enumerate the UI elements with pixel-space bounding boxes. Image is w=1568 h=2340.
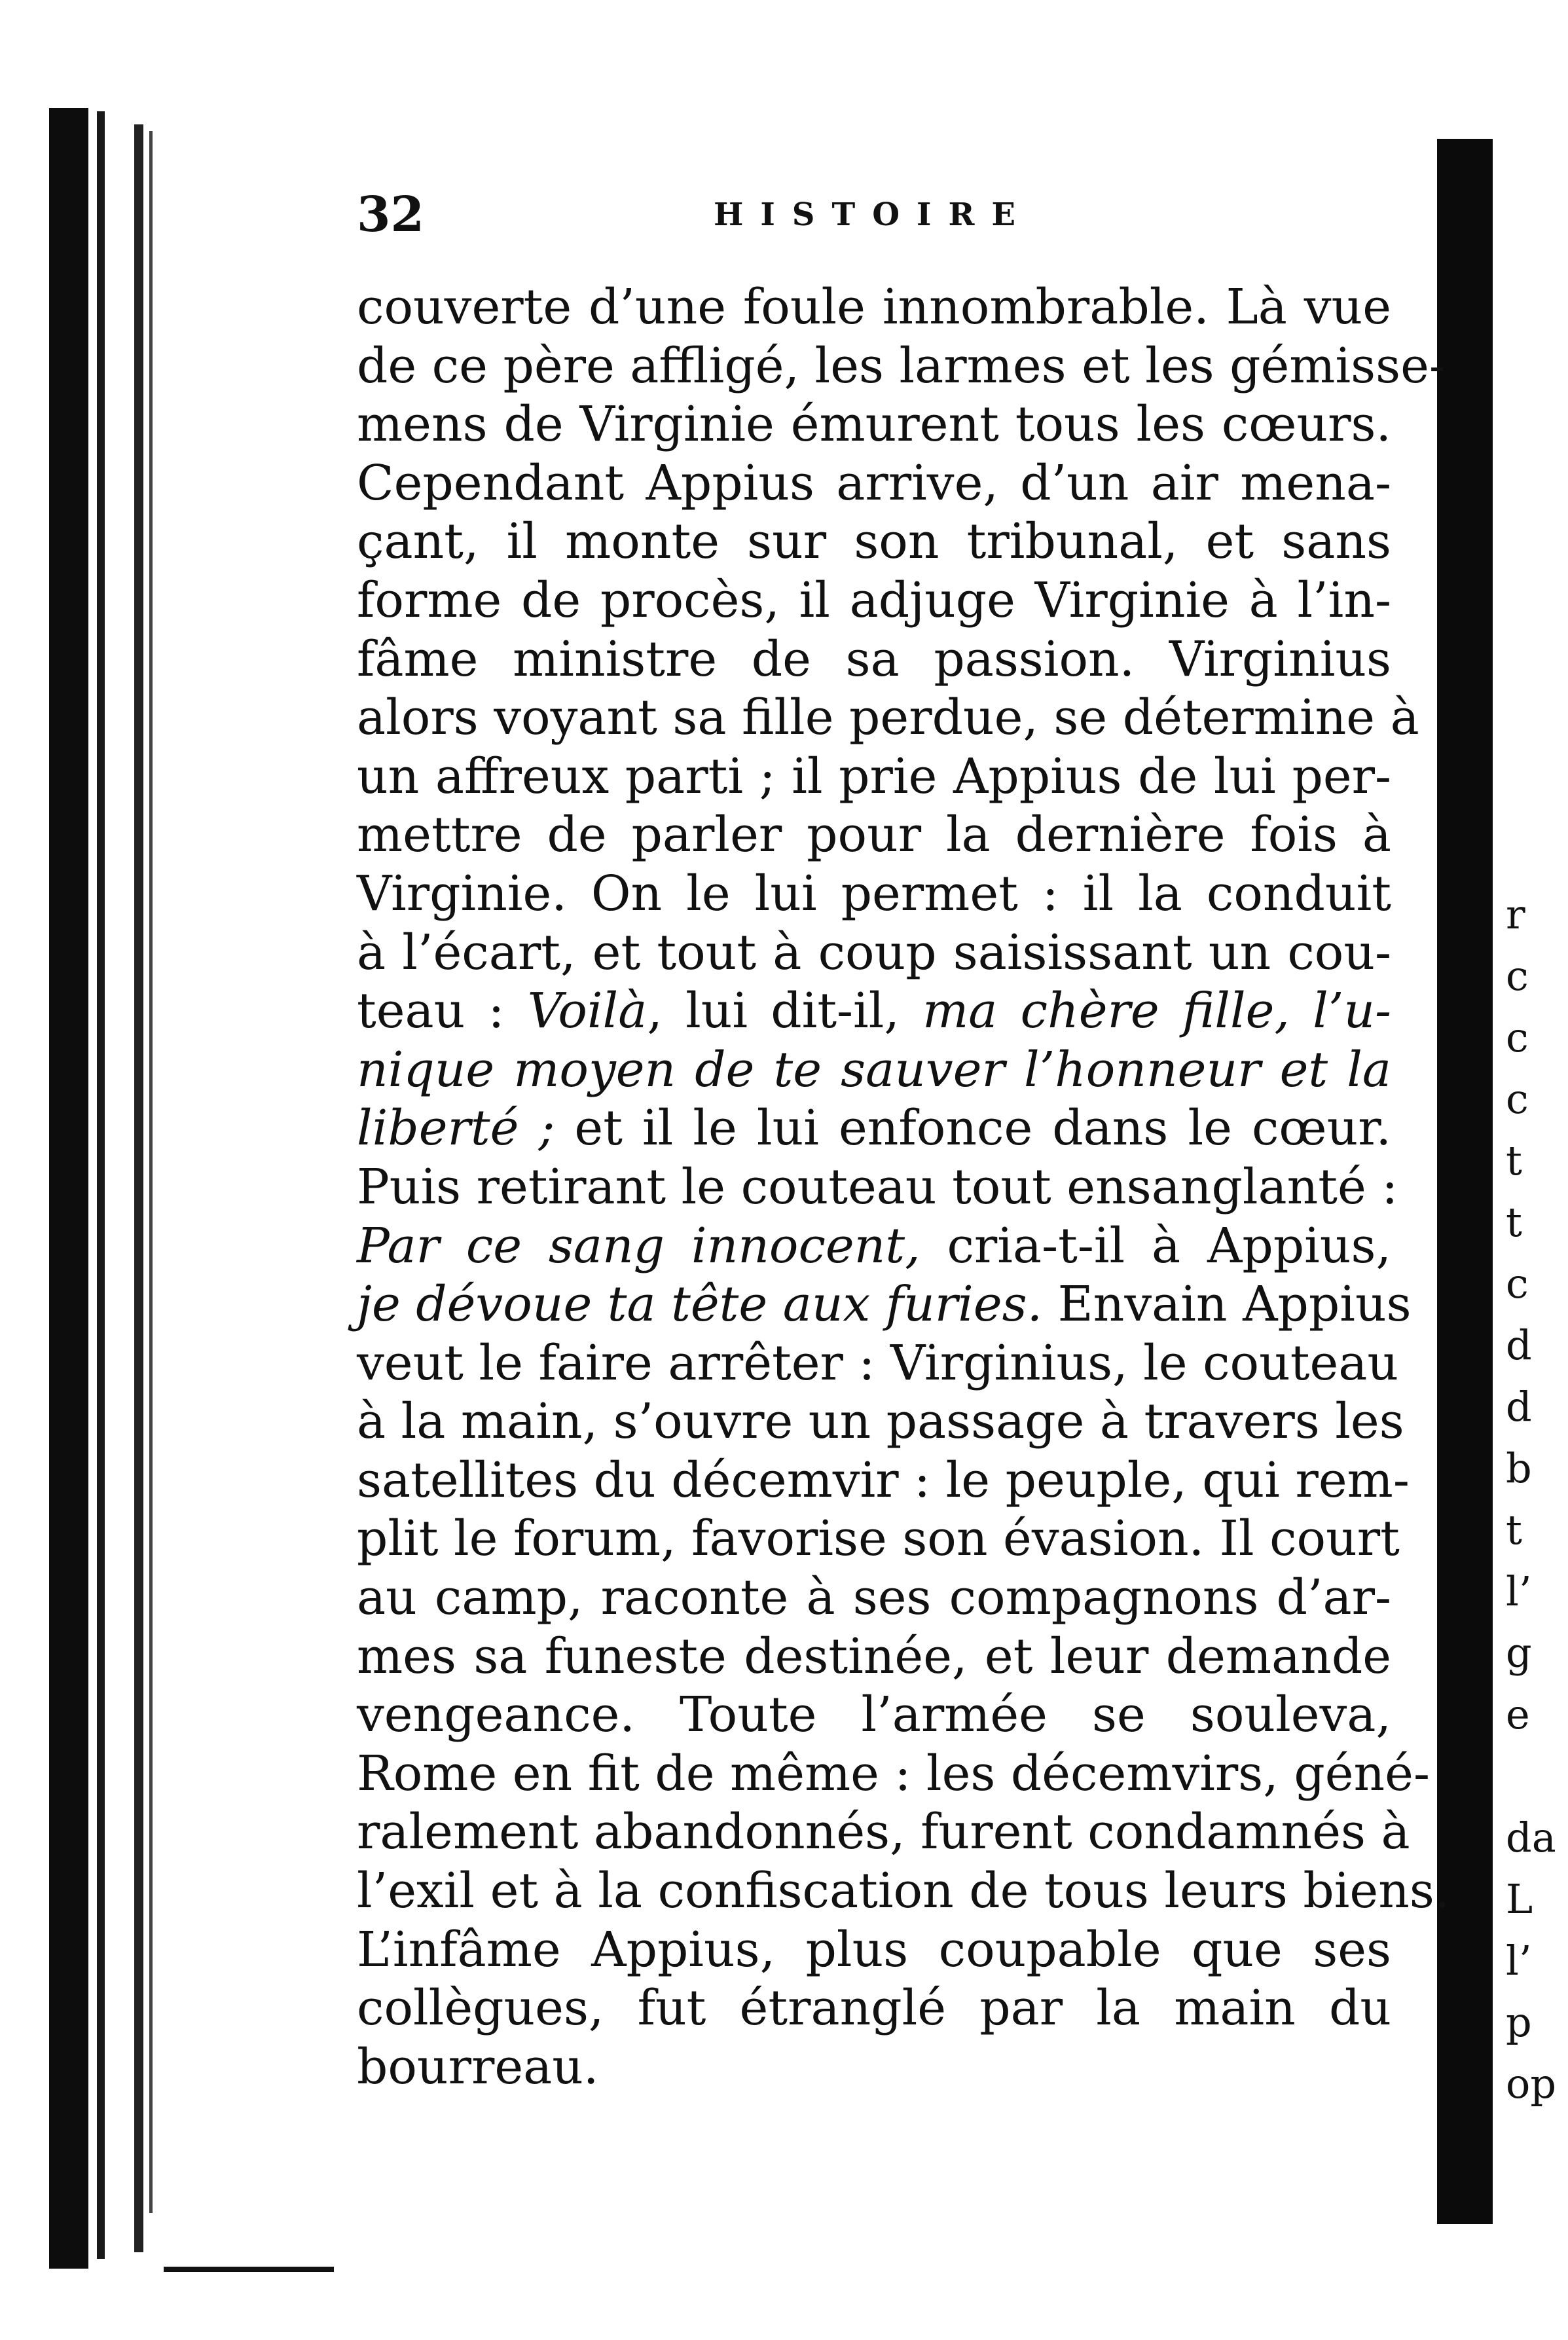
- fragment-letter: [1506, 1746, 1568, 1807]
- italic-text: je dévoue ta tête aux furies.: [357, 1276, 1043, 1333]
- italic-text: nique moyen de te sauver l’honneur et la: [357, 1041, 1391, 1098]
- fragment-letter: c: [1506, 1075, 1529, 1123]
- text-line: [357, 454, 1391, 513]
- fragment-letter: da: [1506, 1814, 1556, 1861]
- text-line: [357, 631, 1391, 689]
- text-run: satellites du décemvir : le peuple, qui rem-: [357, 1452, 1410, 1508]
- text-line: [357, 1803, 1410, 1862]
- fragment-letter: t: [1506, 1506, 1522, 1554]
- text-line: [357, 924, 1391, 983]
- fragment-letter: d: [1506, 1321, 1532, 1369]
- italic-text: ma chère fille, l’u-: [922, 983, 1391, 1040]
- fragment-letter: c: [1506, 952, 1529, 1000]
- text-line: [357, 2038, 1391, 2097]
- text-run: L’infâme Appius, plus coupable que ses: [357, 1921, 1391, 1978]
- text-run: collègues, fut étranglé par la main du: [357, 1980, 1391, 2037]
- fragment-letter: b: [1506, 1444, 1532, 1492]
- text-run: couverte d’une foule innombrable. Là vue: [357, 279, 1391, 335]
- text-line: [357, 1099, 1391, 1158]
- text-line: [357, 337, 1446, 396]
- facing-page-fragments: [1506, 884, 1568, 2115]
- text-line: [357, 1686, 1391, 1745]
- text-run: teau :: [357, 983, 528, 1040]
- page-number: 32: [357, 187, 424, 243]
- text-line: [357, 1158, 1398, 1217]
- text-run: çant, il monte sur son tribunal, et sans: [357, 513, 1391, 570]
- text-run: Envain Appius: [1042, 1276, 1412, 1333]
- text-run: au camp, raconte à ses compagnons d’ar-: [357, 1569, 1391, 1626]
- fragment-letter: c: [1506, 1260, 1529, 1307]
- fragment-letter: t: [1506, 1137, 1522, 1184]
- text-run: à la main, s’ouvre un passage à travers les: [357, 1393, 1404, 1450]
- text-line: [357, 865, 1391, 924]
- text-run: et il le lui enfonce dans le cœur.: [555, 1100, 1391, 1157]
- binding-line: [97, 111, 105, 2259]
- text-run: alors voyant sa fille perdue, se détermine à: [357, 689, 1419, 746]
- text-line: [357, 395, 1391, 454]
- bottom-rule: [164, 2267, 334, 2272]
- text-line: [357, 572, 1391, 631]
- text-run: à l’écart, et tout à coup saisissant un cou-: [357, 924, 1391, 981]
- fragment-letter: p: [1506, 1998, 1532, 2046]
- text-line: [357, 1334, 1399, 1393]
- text-line: [357, 806, 1391, 865]
- text-run: mes sa funeste destinée, et leur demande: [357, 1628, 1391, 1685]
- fragment-letter: l’: [1506, 1567, 1532, 1615]
- text-run: forme de procès, il adjuge Virginie à l’in-: [357, 572, 1391, 629]
- text-run: cria-t-il à Appius,: [920, 1217, 1391, 1274]
- text-line: [357, 1569, 1391, 1628]
- text-run: un affreux parti ; il prie Appius de lui per-: [357, 748, 1391, 805]
- text-run: ralement abandonnés, furent condamnés à: [357, 1804, 1410, 1861]
- fragment-letter: c: [1506, 1014, 1529, 1061]
- text-run: bourreau.: [357, 2038, 599, 2095]
- text-line: [357, 1452, 1410, 1510]
- text-run: plit le forum, favorise son évasion. Il court: [357, 1510, 1400, 1567]
- text-run: Puis retirant le couteau tout ensanglanté :: [357, 1158, 1398, 1215]
- italic-text: Par ce sang innocent,: [357, 1217, 921, 1274]
- binding-shadow-left: [49, 108, 88, 2269]
- text-run: de ce père affligé, les larmes et les gémisse-: [357, 337, 1446, 394]
- text-line: [357, 982, 1391, 1041]
- text-line: [357, 1921, 1391, 1980]
- text-line: [357, 1510, 1400, 1569]
- text-line: [357, 1745, 1430, 1804]
- text-line: [357, 689, 1419, 748]
- text-run: fâme ministre de sa passion. Virginius: [357, 631, 1391, 687]
- text-line: [357, 278, 1391, 337]
- text-line: [357, 748, 1391, 807]
- text-run: veut le faire arrêter : Virginius, le couteau: [357, 1334, 1399, 1391]
- text-line: [357, 1862, 1450, 1921]
- fragment-letter: L: [1506, 1875, 1533, 1923]
- running-title: HISTOIRE: [714, 196, 1032, 233]
- text-run: Cependant Appius arrive, d’un air mena-: [357, 454, 1391, 511]
- text-run: , lui dit-il,: [647, 983, 923, 1040]
- text-run: mettre de parler pour la dernière fois à: [357, 807, 1391, 864]
- binding-line: [149, 131, 153, 2213]
- fragment-letter: r: [1506, 890, 1525, 938]
- text-line: [357, 1979, 1391, 2038]
- text-line: [357, 513, 1391, 572]
- text-run: vengeance. Toute l’armée se souleva,: [357, 1687, 1391, 1744]
- fragment-letter: l’: [1506, 1937, 1532, 1984]
- body-text: [357, 278, 1450, 2096]
- fragment-letter: e: [1506, 1691, 1530, 1738]
- text-line: [357, 1217, 1391, 1276]
- text-run: Rome en fit de même : les décemvirs, géné-: [357, 1745, 1430, 1802]
- fragment-letter: d: [1506, 1383, 1532, 1431]
- text-line: [357, 1041, 1391, 1100]
- text-line: [357, 1275, 1412, 1334]
- fragment-letter: op: [1506, 2060, 1557, 2108]
- italic-text: liberté ;: [357, 1100, 555, 1157]
- fragment-letter: t: [1506, 1198, 1522, 1246]
- text-line: [357, 1628, 1391, 1687]
- text-run: mens de Virginie émurent tous les cœurs.: [357, 396, 1391, 453]
- fragment-letter: g: [1506, 1629, 1532, 1677]
- italic-text: Voilà: [527, 983, 647, 1040]
- text-run: l’exil et à la confiscation de tous leurs biens.: [357, 1863, 1450, 1920]
- text-run: Virginie. On le lui permet : il la conduit: [357, 865, 1391, 922]
- text-line: [357, 1393, 1404, 1452]
- binding-line: [134, 124, 143, 2252]
